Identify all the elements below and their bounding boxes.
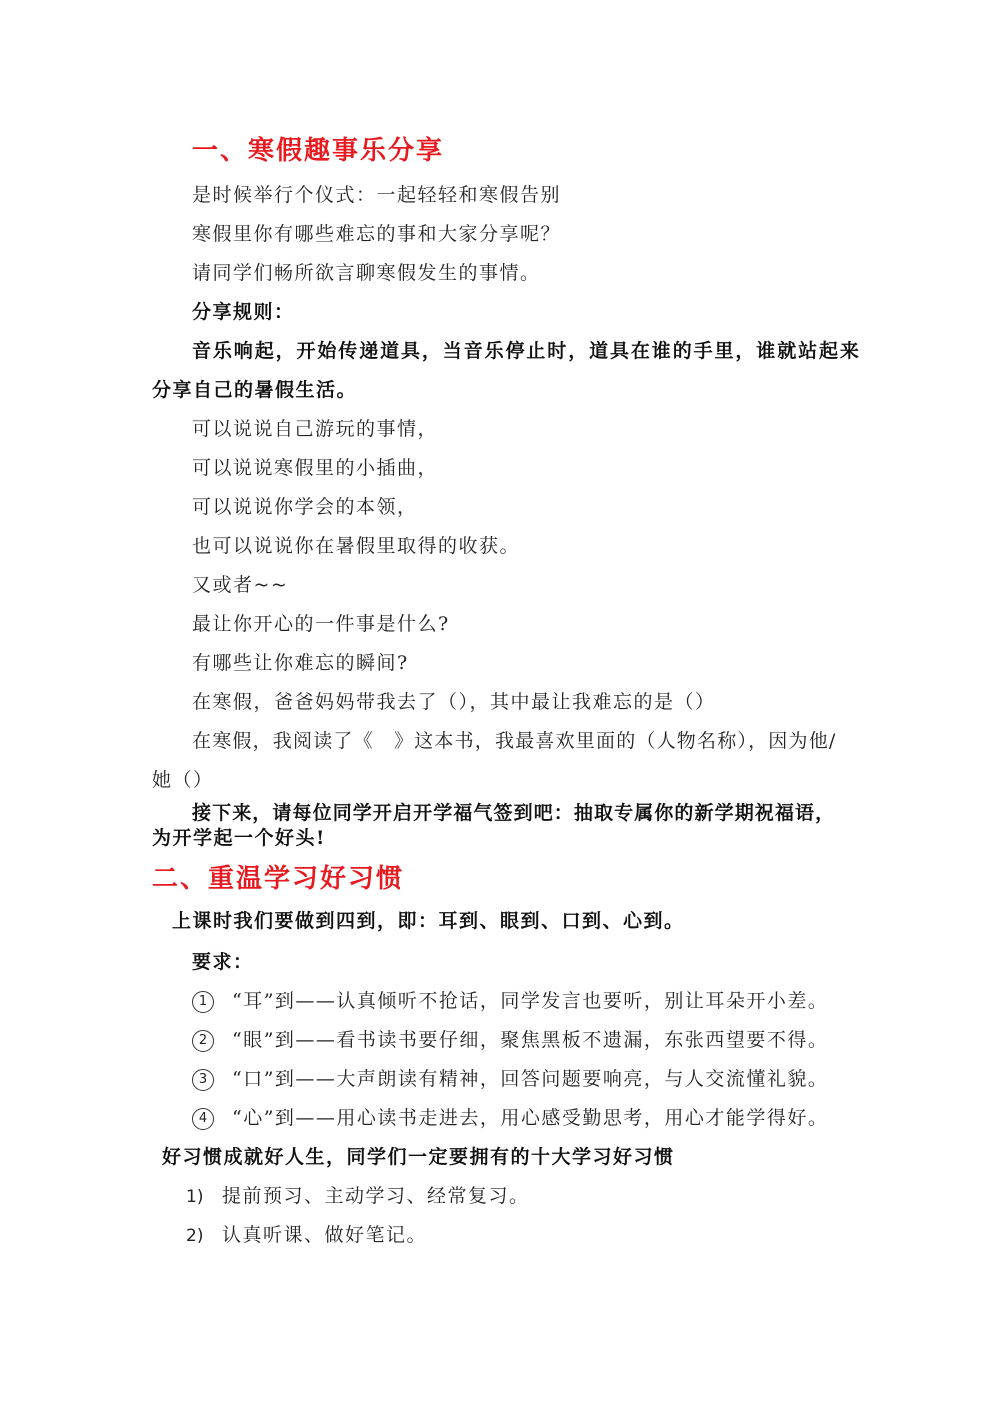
rules-title: 分享规则：: [192, 301, 295, 323]
intro-line-3: 请同学们畅所欲言聊寒假发生的事情。: [192, 262, 541, 284]
requirement-item: [192, 1064, 828, 1091]
requirement-text: “心”到——用心读书走进去，用心感受勤思考，用心才能学得好。: [232, 1107, 829, 1129]
circled-number: 2: [192, 1030, 214, 1052]
intro-line-1: 是时候举行个仪式：一起轻轻和寒假告别: [192, 184, 562, 206]
section2-title: 二、重温学习好习惯: [152, 864, 405, 894]
next-line-1: 接下来，请每位同学开启开学福气签到吧：抽取专属你的新学期祝福语，: [192, 802, 836, 824]
requirement-text: “口”到——大声朗读有精神，回答问题要响亮，与人交流懂礼貌。: [232, 1068, 829, 1090]
habit-item: [186, 1181, 530, 1208]
requirement-text: “耳”到——认真倾听不抢话，同学发言也要听，别让耳朵开小差。: [232, 990, 829, 1012]
habit-text: 提前预习、主动学习、经常复习。: [222, 1185, 530, 1207]
requirement-item: [192, 986, 828, 1013]
idea-line-2: 可以说说寒假里的小插曲，: [192, 457, 439, 479]
section1-title: 一、寒假趣事乐分享: [192, 136, 445, 166]
idea-line-4: 也可以说说你在暑假里取得的收获。: [192, 535, 521, 557]
idea-line-8: 在寒假，爸爸妈妈带我去了（），其中最让我难忘的是（）: [192, 691, 716, 713]
rules-line-1: 音乐响起，开始传递道具，当音乐停止时，道具在谁的手里，谁就站起来: [192, 340, 861, 362]
circled-number: 1: [192, 991, 214, 1013]
rules-line-2: 分享自己的暑假生活。: [152, 379, 358, 401]
habit-item: [186, 1220, 427, 1247]
requirement-item: [192, 1025, 828, 1052]
requirement-item: [192, 1103, 828, 1130]
idea-line-1: 可以说说自己游玩的事情，: [192, 418, 439, 440]
book-line-1: 在寒假，我阅读了《 》这本书，我最喜欢里面的（人物名称），因为他/: [192, 730, 837, 752]
four-points-intro: 上课时我们要做到四到，即：耳到、眼到、口到、心到。: [172, 910, 685, 932]
circled-number: 4: [192, 1108, 214, 1130]
idea-line-5: 又或者~~: [192, 574, 289, 596]
idea-line-7: 有哪些让你难忘的瞬间?: [192, 652, 409, 674]
idea-line-3: 可以说说你学会的本领，: [192, 496, 418, 518]
habit-number: 2): [186, 1226, 204, 1246]
idea-line-6: 最让你开心的一件事是什么?: [192, 613, 450, 635]
habit-number: 1): [186, 1187, 204, 1207]
requirement-text: “眼”到——看书读书要仔细，聚焦黑板不遗漏，东张西望要不得。: [232, 1029, 829, 1051]
next-line-2: 为开学起一个好头!: [152, 827, 326, 849]
circled-number: 3: [192, 1069, 214, 1091]
habits-title: 好习惯成就好人生，同学们一定要拥有的十大学习好习惯: [162, 1146, 675, 1168]
intro-line-2: 寒假里你有哪些难忘的事和大家分享呢？: [192, 223, 562, 245]
book-line-2: 她（）: [152, 769, 214, 791]
habit-text: 认真听课、做好笔记。: [222, 1224, 428, 1246]
requirements-title: 要求：: [192, 951, 254, 973]
